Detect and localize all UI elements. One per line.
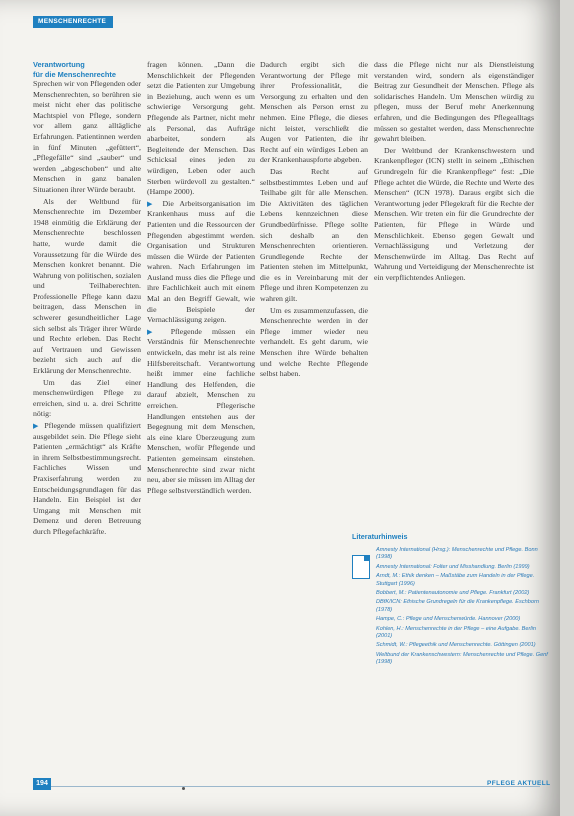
article-column-2 — [147, 60, 255, 497]
paragraph: Um es zusammenzufassen, die Menschenrechte werden in der Pflege immer wieder neu verhandelt. Es geht darum, wie Menschen ihre Würde behalten und welche Rechte Pflegende selbst haben. — [260, 305, 368, 379]
literature-entry: Weltbund der Krankenschwestern: Menschenrechte und Pflege. Genf (1998) — [376, 651, 548, 666]
bullet-paragraph: ▶ Pflegende müssen qualifiziert ausgebildet sein. Die Pflege sieht Patienten „ermächtigt“ als Kräfte in ihrem Selbstbestimmungsrecht. Fachliches Wissen und Praxiserfahrung werden zu Entscheidungsgrundlagen für das Handeln. Ein Beispiel ist der Umgang mit Menschen mit Demenz und deren Betreuung durch Pflegefachkräfte. — [33, 421, 142, 536]
article-column-4 — [374, 60, 534, 284]
footer-rule — [33, 786, 540, 787]
arrow-bullet-icon: ▶ — [33, 422, 41, 430]
footer-dot — [182, 787, 185, 790]
literature-entry: Arndt, M.: Ethik denken – Maßstäbe zum Handeln in der Pflege. Stuttgart (1996) — [376, 573, 535, 587]
article-column-1 — [33, 60, 141, 539]
literature-entry: Hampe, C.: Pflege und Menschenwürde. Hannover (2000) — [376, 616, 521, 623]
literature-entry: DBfK/ICN: Ethische Grundregeln für die Krankenpflege. Eschborn (1978) — [376, 599, 539, 613]
literature-title: Literaturhinweis — [352, 532, 408, 541]
arrow-bullet-icon: ▶ — [147, 199, 157, 208]
journal-name: PFLEGE AKTUELL — [487, 780, 551, 787]
section-label: MENSCHENRECHTE — [33, 16, 113, 28]
bullet-paragraph: ▶ Pflegende müssen ein Verständnis für Menschenrechte entwickeln, das mehr ist als reine Hilfsbereitschaft. Verantwortung heißt immer eine fachliche Handlung des Helfenden, die darauf abzielt, Menschen zu erreichen. Pflegerische Handlungen entstehen aus der Begegnung mit dem Menschen, als eine klare Überzeugung zum Menschen, wofür Pflegende und Patienten gemeinsam einstehen. Menschenrechte sind zwar nicht neu, aber sie müssen im Alltag der Pflege selbstverständlich werden. — [147, 326, 256, 495]
literature-entry: Schmidt, W.: Pflegeethik und Menschenrechte. Göttingen (2001) — [376, 642, 536, 649]
bullet-paragraph: ▶ Die Arbeitsorganisation im Krankenhaus muss auf die Patienten und die Ressourcen der Pflegenden abgestimmt werden. Organisation und Strukturen müssen die Würde der Patienten wahren. Nach Erfahrungen im Ausland muss dies die Pflege und ihre Fachlichkeit auch mit einem Mal an den Begriff Gewalt, wie die Beispiele der Vernachlässigung zeigen. — [147, 198, 256, 325]
page-number: 194 — [33, 778, 51, 790]
paragraph: Das Recht auf selbstbestimmtes Leben und auf Teilhabe gilt für alle Menschen. Die Aktivitäten des täglichen Lebens kennzeichnen diese Grundbedürfnisse. Pflege sollte sich deshalb an den Menschenrechten orientieren. Grundlegende Rechte der Patienten stehen im Mittelpunkt, die es in Vereinbarung mit der Pflege und ihren Kompetenzen zu wahren gilt. — [260, 166, 368, 304]
literature-entry: Amnesty International (Hrsg.): Menschenrechte und Pflege. Bonn (1998) — [376, 547, 538, 561]
paragraph: fragen können. „Dann die Menschlichkeit der Pflegenden setzt die Patienten zur Umgebung in Beziehung, auch wenn es um schwierige Versorgung geht. Pflegende als Partner, nicht mehr als Personal, das Aufträge abarbeitet, sondern als Begleitende der Menschen. Das Schicksal eines jeden zu würdigen, Leben oder auch Sterben würdevoll zu gestalten.“ (Hampe 2000). — [147, 60, 255, 197]
literature-entry: Bobbert, M.: Patientenautonomie und Pflege. Frankfurt (2002) — [376, 590, 530, 597]
paragraph: Der Weltbund der Krankenschwestern und Krankenpfleger (ICN) stellt in seinem „Ethischen Grundregeln für die Krankenpflege“ fest: „Die Pflege achtet die Würde, die Rechte und Werte des Menschen“ (ICN 1978). Daraus ergibt sich die Verantwortung jeder Pflegekraft für die Rechte der Menschen. Wir treten ein für die Grundrechte der Patienten, für Pflege in Würde und Menschlichkeit. Ebenso gegen Gewalt und Vernachlässigung und Verletzung der Menschenwürde im Alltag. Das Recht auf Wahrung und Verteidigung der Menschenrechte ist ein verpflichtendes Anliegen. — [374, 145, 534, 282]
paragraph: Als der Weltbund für Menschenrechte im Dezember 1948 einmütig die Erklärung der Menschenrechte beschlossen hatte, wurde damit die Voraussetzung für die Würde des Menschen konkret benannt. Die Wahrung von politischen, sozialen und Teilhaberechten. Professionelle Pflege kann dazu beitragen, dass Menschen in schwerer gesundheitlicher Lage sich selbst als Träger ihrer Würde und Rechte erleben. Das Recht auf Vertrauen und Gewissen bezieht sich auch auf die Erklärung der Menschenrechte. — [33, 196, 141, 376]
subheading: Verantwortung für die Menschenrechte — [33, 60, 116, 79]
document-icon — [352, 555, 370, 579]
literature-list — [352, 547, 552, 667]
literature-entry: Amnesty International: Folter und Misshandlung. Berlin (1999) — [376, 563, 530, 570]
article-column-3 — [260, 60, 368, 381]
arrow-bullet-icon: ▶ — [147, 327, 161, 336]
paragraph: Um das Ziel einer menschenwürdigen Pflege zu erreichen, sind u. a. drei Schritte nötig: — [33, 377, 141, 419]
literature-entry: Kohlen, H.: Menschenrechte in der Pflege – eine Aufgabe. Berlin (2001) — [376, 625, 536, 640]
paragraph: Dadurch ergibt sich die Verantwortung der Pflege mit ihrer Professionalität, die Versorgung zu erhalten und den Menschen als Person ernst zu nehmen. Eine Pflege, die dieses nicht leistet, verschließt die Augen vor Patienten, die ihr Recht auf ein würdiges Leben an der Krankenhauspforte abgeben. — [260, 60, 368, 165]
paragraph: Sprechen wir von Pflegenden oder Menschenrechten, so berühren sie meist nicht eher das politische Machtspiel von Pflege, sondern vor allem ganz alltägliche Erfahrungen. Patientinnen werden in fünf Minuten „gefüttert“, „Pflegefälle“ sind „sauber“ und werden „abgeschoben“ und alte Menschen in ganz banalen Situationen ihrer Würde beraubt. — [33, 79, 141, 194]
literature-box — [352, 532, 552, 669]
paragraph: dass die Pflege nicht nur als Dienstleistung verstanden wird, sondern als eigenständiger Beitrag zur Gesundheit der Menschen. Pflege als solidarisches Handeln. Um Menschen würdig zu pflegen, muss der Beruf mehr Anerkennung erfahren, und die Bedingungen des Pflegealltags müssen so gestaltet werden, dass Menschenrechte gewahrt bleiben. — [374, 60, 534, 144]
